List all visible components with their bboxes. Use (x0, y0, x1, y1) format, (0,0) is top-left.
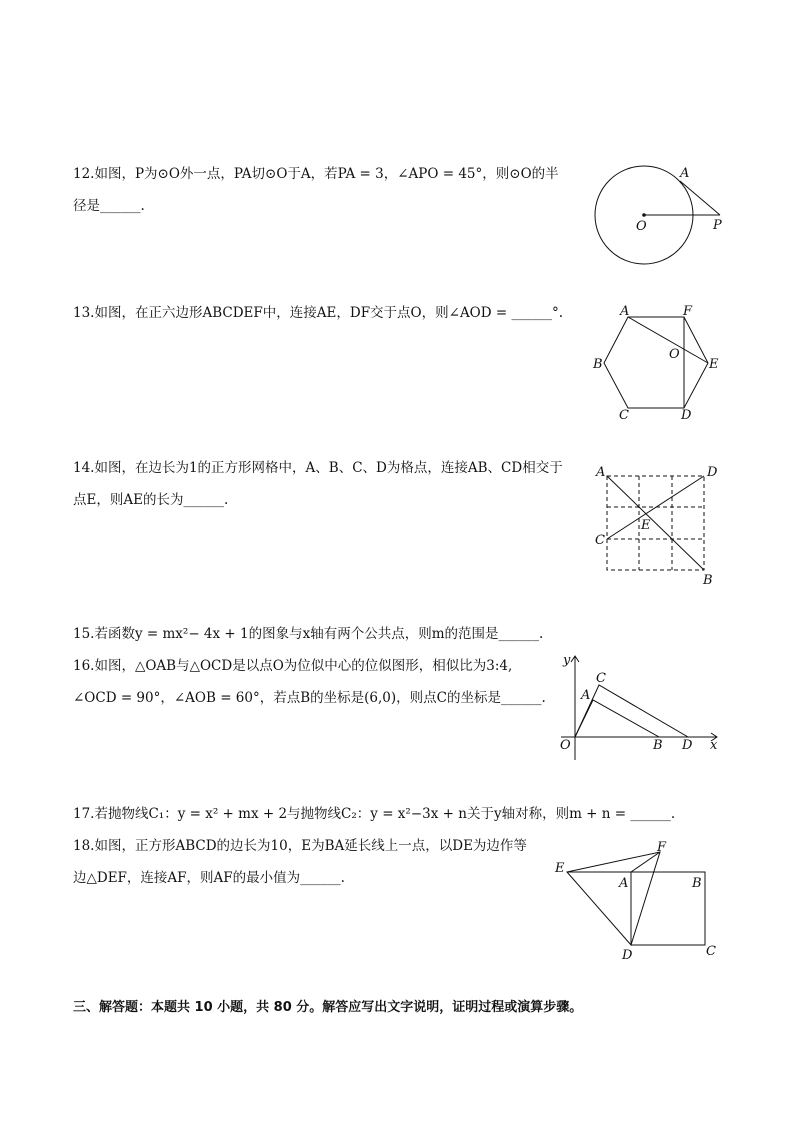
label-p: P (713, 218, 722, 233)
question-18 (73, 830, 527, 894)
question-12 (73, 158, 559, 222)
label-b: B (692, 876, 702, 891)
question-18-line1: 18.如图，正方形ABCD的边长为10，E为BA延长线上一点，以DE为边作等 (73, 838, 527, 854)
label-d: D (682, 738, 693, 753)
segment-ab (607, 476, 704, 570)
label-e: E (709, 357, 719, 372)
figure-12-circle-tangent (588, 160, 728, 276)
label-x: x (710, 738, 718, 753)
label-a: A (620, 304, 630, 319)
label-d: D (681, 408, 692, 423)
triangle-ocd (575, 685, 688, 737)
label-a: A (680, 166, 690, 181)
label-c: C (706, 944, 716, 959)
label-b: B (703, 573, 713, 588)
question-12-line1: 12.如图，P为⊙O外一点，PA切⊙O于A，若PA = 3，∠APO = 45°，则⊙O的半 (73, 166, 559, 182)
question-13 (73, 297, 563, 329)
label-b: B (593, 357, 603, 372)
label-e: E (641, 518, 651, 533)
label-y: y (563, 653, 571, 668)
question-16-line1: 16.如图，△OAB与△OCD是以点O为位似中心的位似图形，相似比为3:4, (73, 658, 513, 674)
label-f: F (657, 840, 667, 855)
figure-16-coordinate (555, 650, 730, 769)
hexagon (604, 317, 708, 408)
question-16 (73, 650, 546, 714)
question-17 (73, 798, 675, 830)
question-13-line1: 13.如图，在正六边形ABCDEF中，连接AE，DF交于点O，则∠AOD = ______°. (73, 305, 564, 321)
label-b: B (653, 738, 663, 753)
question-14-line2: 点E，则AE的长为______. (73, 492, 229, 508)
label-e: E (555, 861, 565, 876)
label-o: O (560, 738, 571, 753)
label-f: F (683, 304, 693, 319)
question-14 (73, 452, 563, 516)
label-c: C (596, 671, 606, 686)
figure-14-grid (590, 460, 725, 594)
label-d: D (622, 948, 633, 963)
question-16-line2: ∠OCD = 90°，∠AOB = 60°，若点B的坐标是(6,0)，则点C的坐标是______. (73, 690, 546, 706)
triangle-oab (575, 700, 659, 737)
label-o: O (669, 347, 680, 362)
label-d: D (707, 465, 718, 480)
figure-13-hexagon (588, 300, 728, 429)
question-17-line1: 17.若抛物线C₁：y = x² + mx + 2与抛物线C₂：y = x²−3x + n关于y轴对称，则m + n = ______. (73, 806, 676, 822)
label-a: A (596, 465, 606, 480)
segment-pa (680, 181, 720, 215)
section-heading-solutions: 三、解答题：本题共 10 小题，共 80 分。解答应写出文字说明，证明过程或演算步骤。 (73, 1000, 583, 1015)
figure-18-square (548, 835, 733, 969)
question-15-line1: 15.若函数y = mx²− 4x + 1的图象与x轴有两个公共点，则m的范围是______. (73, 626, 544, 642)
label-o: O (636, 219, 647, 234)
question-18-line2: 边△DEF，连接AF，则AF的最小值为______. (73, 870, 345, 886)
label-a: A (581, 688, 591, 703)
question-12-line2: 径是______. (73, 198, 145, 214)
question-15 (73, 618, 543, 650)
triangle-def (567, 852, 660, 945)
label-c: C (619, 408, 629, 423)
question-14-line1: 14.如图，在边长为1的正方形网格中，A、B、C、D为格点，连接AB、CD相交于 (73, 460, 563, 476)
center-dot (642, 213, 646, 217)
label-a: A (619, 876, 629, 891)
label-c: C (595, 533, 605, 548)
